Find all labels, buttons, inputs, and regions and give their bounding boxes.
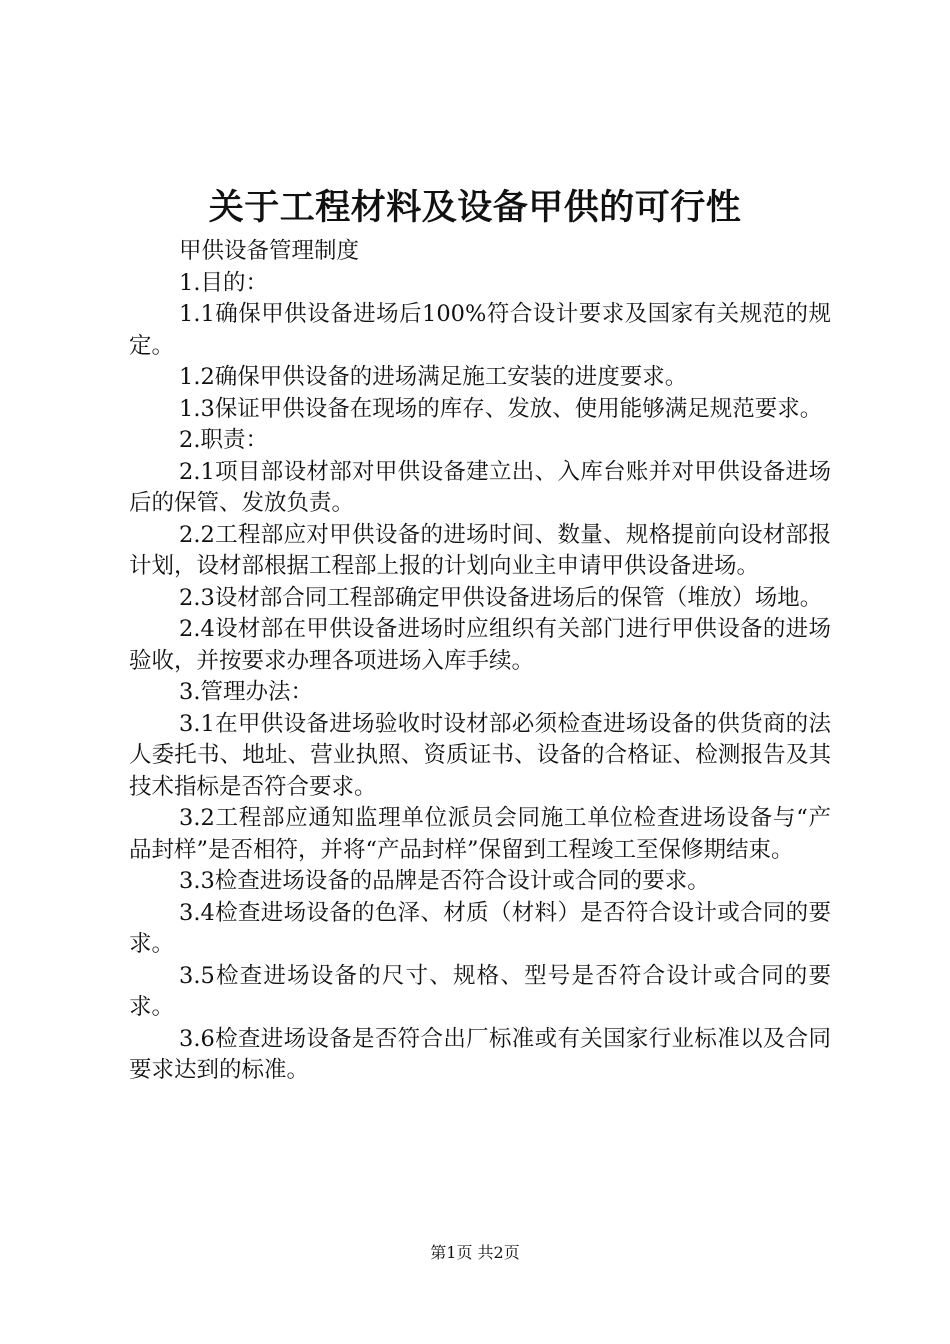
paragraph-1-1: 1.1确保甲供设备进场后100%符合设计要求及国家有关规范的规定。 xyxy=(129,301,831,359)
paragraph-2-1: 2.1项目部设材部对甲供设备建立出、入库台账并对甲供设备进场后的保管、发放负责。 xyxy=(129,458,831,516)
page-footer: 第1页 共2页 xyxy=(430,1243,520,1262)
paragraph-3-6: 3.6检查进场设备是否符合出厂标准或有关国家行业标准以及合同要求达到的标准。 xyxy=(129,1025,831,1083)
paragraph-3-1: 3.1在甲供设备进场验收时设材部必须检查进场设备的供货商的法人委托书、地址、营业执照、资质证书、设备的合格证、检测报告及其技术指标是否符合要求。 xyxy=(129,710,831,800)
paragraph-3-5: 3.5检查进场设备的尺寸、规格、型号是否符合设计或合同的要求。 xyxy=(129,962,831,1020)
paragraph-3-2: 3.2工程部应通知监理单位派员会同施工单位检查进场设备与“产品封样”是否相符，并将“产品封样”保留到工程竣工至保修期结束。 xyxy=(129,805,831,863)
section-1-heading: 1.目的： xyxy=(179,269,268,296)
paragraph-3-4: 3.4检查进场设备的色泽、材质（材料）是否符合设计或合同的要求。 xyxy=(129,899,831,957)
document-body xyxy=(129,236,831,1087)
page-title: 关于工程材料及设备甲供的可行性 xyxy=(208,187,742,228)
section-2-heading: 2.职责： xyxy=(179,427,268,453)
paragraph-1-3: 1.3保证甲供设备在现场的库存、发放、使用能够满足规范要求。 xyxy=(179,395,823,422)
section-3-heading: 3.管理办法： xyxy=(179,679,313,705)
paragraph-2-3: 2.3设材部合同工程部确定甲供设备进场后的保管（堆放）场地。 xyxy=(179,584,823,611)
paragraph-2-4: 2.4设材部在甲供设备进场时应组织有关部门进行甲供设备的进场验收，并按要求办理各项进场入库手续。 xyxy=(129,616,831,674)
paragraph-1-2: 1.2确保甲供设备的进场满足施工安装的进度要求。 xyxy=(179,364,688,390)
paragraph-3-3: 3.3检查进场设备的品牌是否符合设计或合同的要求。 xyxy=(179,868,710,894)
paragraph-2-2: 2.2工程部应对甲供设备的进场时间、数量、规格提前向设材部报计划，设材部根据工程部上报的计划向业主申请甲供设备进场。 xyxy=(129,521,831,579)
paragraph-heading: 甲供设备管理制度 xyxy=(179,238,360,264)
